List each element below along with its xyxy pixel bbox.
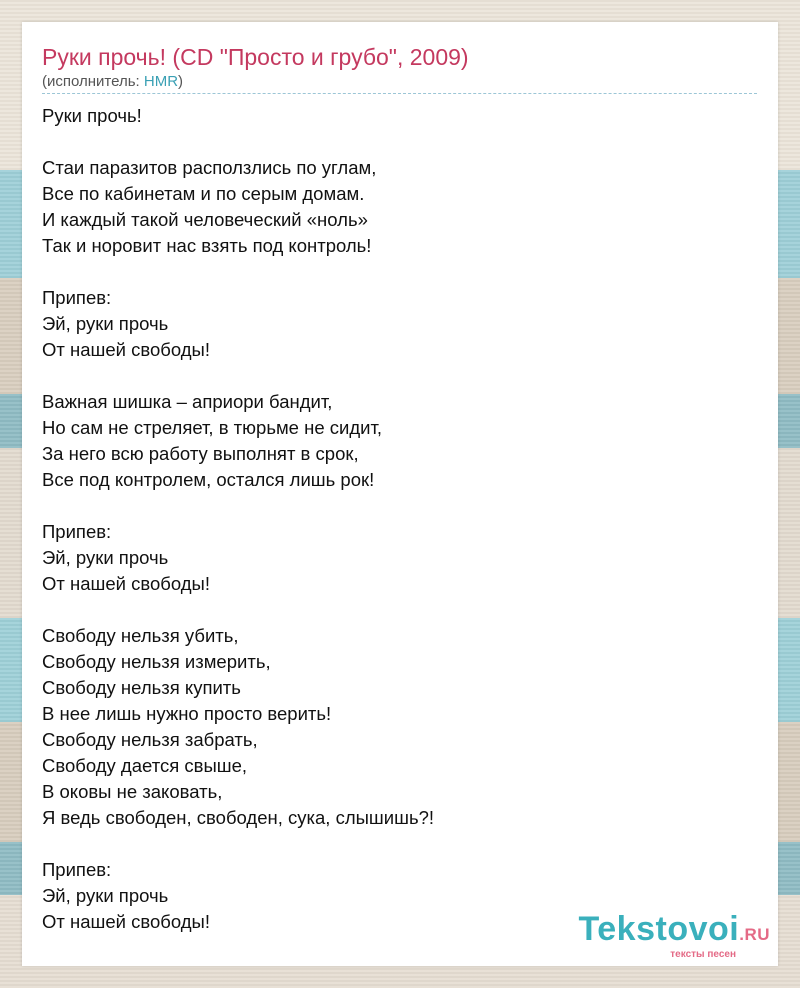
lyrics-line: Свободу дается свыше, [42, 755, 248, 776]
lyrics-line: Все по кабинетам и по серым домам. [42, 183, 365, 204]
lyrics-line: Свободу нельзя убить, [42, 625, 239, 646]
lyrics-text [42, 103, 742, 935]
lyrics-line: Свободу нельзя измерить, [42, 651, 271, 672]
logo-tagline: тексты песен [670, 949, 736, 960]
lyrics-blank-line [42, 831, 742, 857]
lyrics-line: От нашей свободы! [42, 911, 210, 932]
logo-name: Tekstovoi [578, 910, 740, 948]
lyrics-line: Эй, руки прочь [42, 313, 169, 334]
title-divider [42, 93, 757, 94]
lyrics-blank-line [42, 363, 742, 389]
lyrics-line: Так и норовит нас взять под контроль! [42, 235, 372, 256]
lyrics-line: Эй, руки прочь [42, 885, 169, 906]
lyrics-line: Руки прочь! [42, 105, 142, 126]
lyrics-line: Важная шишка – априори бандит, [42, 391, 333, 412]
lyrics-card [22, 22, 778, 966]
lyrics-line: Все под контролем, остался лишь рок! [42, 469, 375, 490]
lyrics-blank-line [42, 259, 742, 285]
site-logo[interactable] [579, 911, 770, 960]
lyrics-line: В нее лишь нужно просто верить! [42, 703, 332, 724]
lyrics-line: Припев: [42, 859, 112, 880]
logo-domain: .RU [739, 925, 770, 944]
lyrics-line: От нашей свободы! [42, 339, 210, 360]
lyrics-line: Эй, руки прочь [42, 547, 169, 568]
artist-line [42, 72, 183, 92]
artist-close: ) [178, 73, 184, 90]
lyrics-blank-line [42, 597, 742, 623]
lyrics-line: Свободу нельзя купить [42, 677, 241, 698]
artist-label: (исполнитель: [42, 73, 144, 90]
lyrics-line: За него всю работу выполнят в срок, [42, 443, 359, 464]
lyrics-blank-line [42, 129, 742, 155]
lyrics-line: Свободу нельзя забрать, [42, 729, 258, 750]
lyrics-line: От нашей свободы! [42, 573, 210, 594]
lyrics-blank-line [42, 493, 742, 519]
lyrics-line: Припев: [42, 521, 112, 542]
lyrics-line: Я ведь свободен, свободен, сука, слышишь?! [42, 807, 435, 828]
artist-link[interactable]: HMR [143, 73, 179, 90]
song-title: Руки прочь! (CD "Просто и грубо", 2009) [42, 44, 469, 70]
lyrics-line: Припев: [42, 287, 112, 308]
lyrics-line: Стаи паразитов расползлись по углам, [42, 157, 377, 178]
lyrics-line: И каждый такой человеческий «ноль» [42, 209, 368, 230]
lyrics-line: Но сам не стреляет, в тюрьме не сидит, [42, 417, 383, 438]
lyrics-line: В оковы не заковать, [42, 781, 223, 802]
